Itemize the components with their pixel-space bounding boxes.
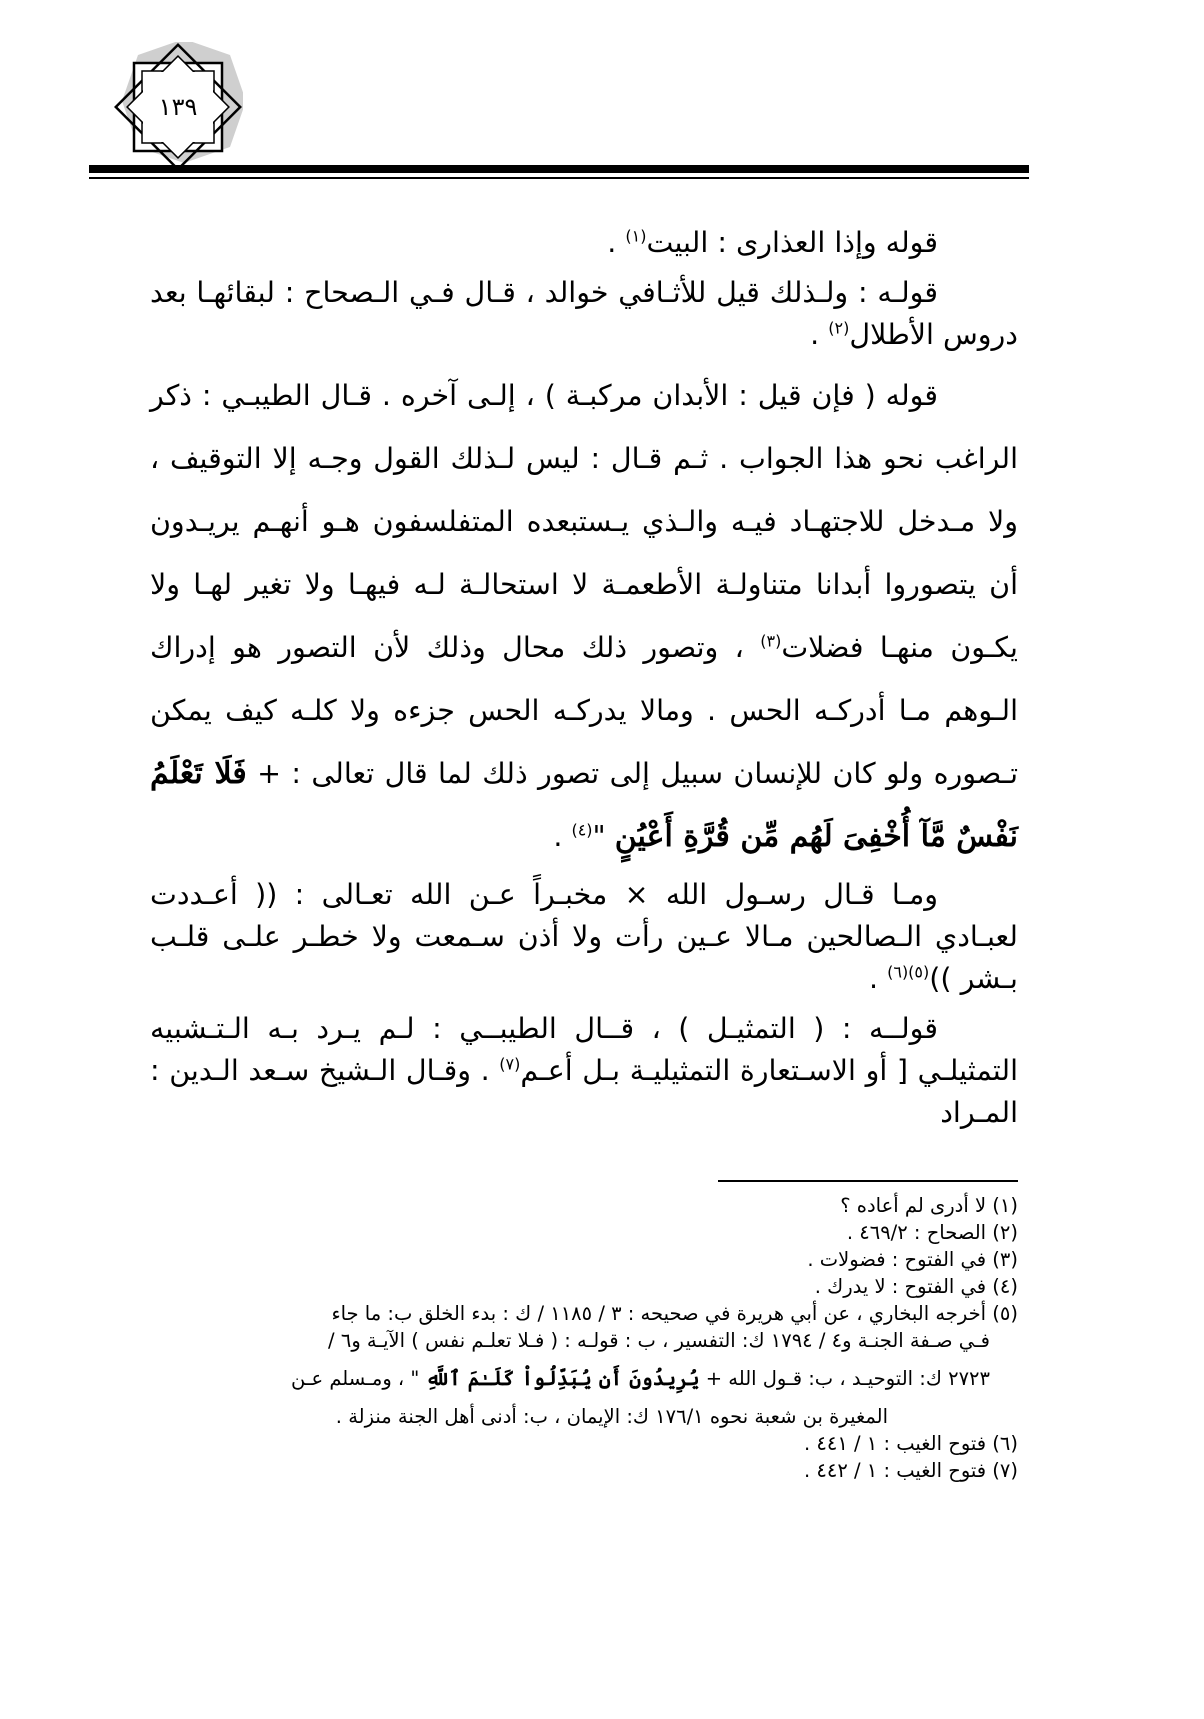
footnote-separator bbox=[718, 1180, 1018, 1182]
footnote-4: (٤) في الفتوح : لا يدرك . bbox=[814, 1275, 1018, 1298]
footnote-5-quran: يُرِيدُونَ أَن يُبَدِّلُواْ كَلَـٰمَ ٱللَّهِ bbox=[425, 1366, 700, 1390]
page-number-badge bbox=[113, 42, 243, 172]
main-text bbox=[150, 222, 1018, 1142]
footnote-ref-4: (٤) bbox=[571, 820, 593, 840]
paragraph-4 bbox=[150, 874, 1018, 1000]
footnote-5-line-3 bbox=[210, 1354, 1018, 1403]
paragraph-5 bbox=[150, 1008, 1018, 1134]
paragraph-2-text: قولـه : ولـذلك قيل للأثـافي خوالد ، قـال فـي الـصحاح : لبقائهـا بعد دروس الأطلال bbox=[150, 276, 1018, 351]
quran-verse: فَلَا تَعْلَمُ نَفْسٌ مَّآ أُخْفِىَ لَهُم مِّن قُرَّةِ أَعْيُنٍ bbox=[150, 756, 1018, 854]
footnote-3: (٣) في الفتوح : فضولات . bbox=[807, 1248, 1018, 1271]
footnote-5-line-3-a: ٢٧٢٣ ك: التوحيـد ، ب: قـول الله + bbox=[699, 1367, 990, 1390]
footnote-5-line-2: فـي صـفة الجنـة و٤ / ١٧٩٤ ك: التفسير ، ب : قولـه : ( فـلا تعلـم نفس ) الآيـة و٦ / bbox=[328, 1329, 990, 1352]
paragraph-3-quote-close: " bbox=[592, 820, 615, 853]
footnote-ref-1: (١) bbox=[625, 226, 647, 246]
footnote-5-line-1: (٥) أخرجه البخاري ، عن أبي هريرة في صحيحه : ٣ / ١١٨٥ / ك : بدء الخلق ب: ما جاء bbox=[331, 1302, 1018, 1325]
paragraph-5-text-b: . وقـال الـشيخ سـعد الـدين : المـراد bbox=[150, 1054, 1018, 1129]
footnote-2: (٢) الصحاح : ٤٦٩/٢ . bbox=[846, 1221, 1018, 1244]
header-rule-thin bbox=[89, 177, 1029, 179]
footnote-5-line-3-b: " ، ومـسلم عـن bbox=[290, 1367, 426, 1390]
footnote-ref-7: (٧) bbox=[499, 1054, 521, 1074]
footnote-ref-3: (٣) bbox=[760, 631, 782, 651]
paragraph-2 bbox=[150, 272, 1018, 356]
paragraph-5-text-a: قولــه : ( التمثيـل ) ، قــال الطيبــي : لـم يـرد بـه الـتـشبيه التمثيلـي [ أو الاسـتعارة التمثيليـة بـل أعـم bbox=[150, 1012, 1019, 1087]
footnote-7: (٧) فتوح الغيب : ١ / ٤٤٢ . bbox=[803, 1459, 1018, 1482]
paragraph-1-text: قوله وإذا العذارى : البيت bbox=[646, 226, 938, 259]
paragraph-1 bbox=[150, 222, 1018, 264]
header-rule-thick bbox=[89, 165, 1029, 173]
footnote-ref-5-6: (٥)(٦) bbox=[887, 962, 930, 982]
paragraph-3-end: . bbox=[553, 820, 572, 853]
footnote-5-line-4: المغيرة بن شعبة نحوه ١٧٦/١ ك: الإيمان ، ب: أدنى أهل الجنة منزلة . bbox=[335, 1405, 888, 1428]
footnote-5 bbox=[210, 1300, 1018, 1430]
paragraph-1-end: . bbox=[607, 226, 626, 259]
paragraph-3-text-b: ، وتصور ذلك محال وذلك لأن التصور هو إدراك الـوهم مـا أدركـه الحس . ومالا يدركـه الحس جزءه ولا كلـه كيف يمكن تـصوره ولو كان للإنسان سبيل إلى تصور ذلك لما قال تعالى : + bbox=[150, 631, 1019, 790]
footnote-ref-2: (٢) bbox=[828, 318, 850, 338]
paragraph-4-end: . bbox=[868, 962, 888, 995]
footnotes bbox=[210, 1192, 1018, 1484]
paragraph-3 bbox=[150, 364, 1018, 868]
footnote-1: (١) لا أدرى لم أعاده ؟ bbox=[840, 1194, 1018, 1217]
paragraph-3-text-a: قوله ( فإن قيل : الأبدان مركبـة ) ، إلـى آخره . قـال الطيبـي : ذكر الراغب نحو هذا الجواب . ثـم قـال : ليس لـذلك القول وجـه إلا التوقيف ، ولا مـدخل للاجتهـاد فيـه والـذي يـستبعده المتفلسفون هـو أنهـم يريـدون أن يتصوروا أبدانا متناولـة الأطعمـة لا استحالـة لـه فيهـا ولا تغير لهـا ولا يكـون منهـا فضلات bbox=[150, 379, 1018, 664]
paragraph-2-end: . bbox=[810, 318, 829, 351]
paragraph-4-text: ومـا قـال رسـول الله × مخبـراً عـن الله تعـالى : (( أعـددت لعبـادي الـصالحين مـالا عـين رأت ولا أذن سـمعت ولا خطـر علـى قلـب بـشر )) bbox=[150, 878, 1018, 995]
footnote-6: (٦) فتوح الغيب : ١ / ٤٤١ . bbox=[803, 1432, 1018, 1455]
page-number: ١٣٩ bbox=[158, 93, 198, 121]
